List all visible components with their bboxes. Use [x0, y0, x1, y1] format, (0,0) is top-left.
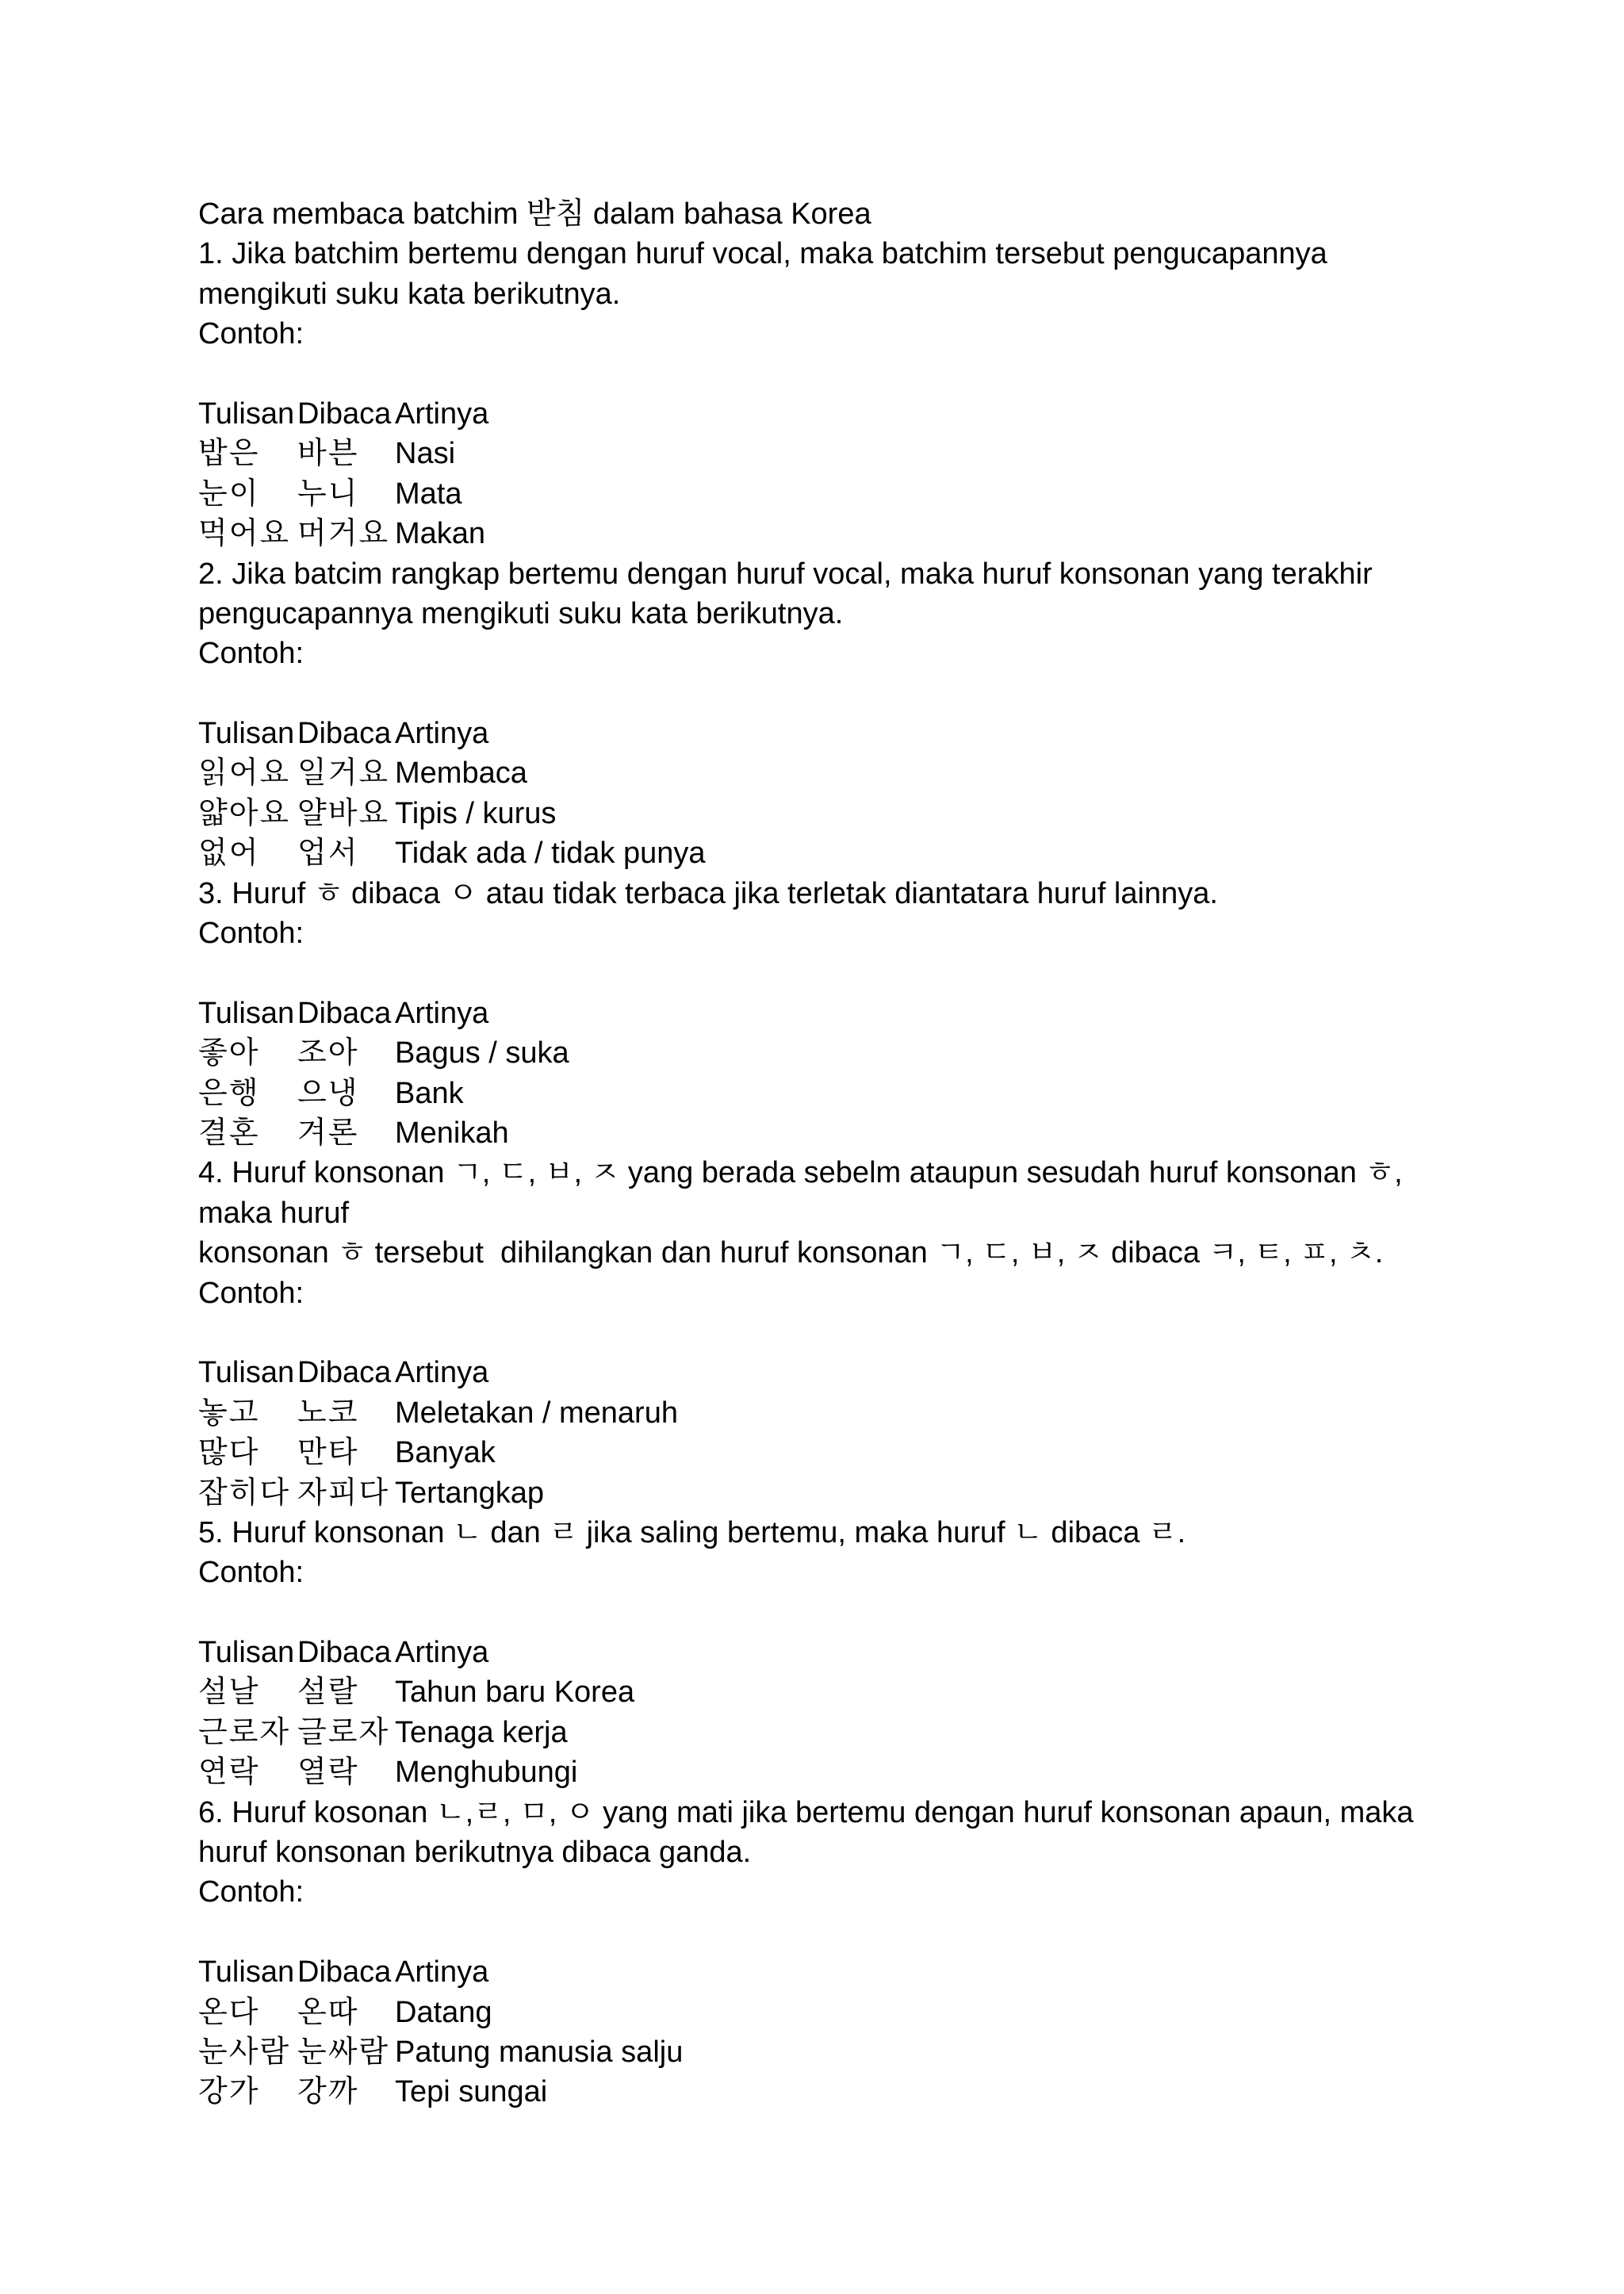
cell-tulisan: 강가: [198, 2075, 260, 2109]
cell-artinya: Patung manusia salju: [395, 2035, 684, 2069]
cell-tulisan: 밥은: [198, 437, 260, 471]
rule-text-line: 4. Huruf konsonan ㄱ, ㄷ, ㅂ, ㅈ yang berada sebelm ataupun sesudah huruf konsonan ㅎ,: [198, 1156, 1403, 1190]
example-table-row: [198, 1752, 1435, 1792]
header-tulisan: Tulisan: [198, 717, 295, 751]
cell-dibaca: 자피다: [297, 1476, 390, 1510]
cell-artinya: Menikah: [395, 1116, 509, 1150]
cell-tulisan: 없어: [198, 837, 260, 871]
cell-artinya: Tipis / kurus: [395, 796, 557, 830]
cell-artinya: Bank: [395, 1076, 464, 1110]
cell-artinya: Banyak: [395, 1436, 496, 1470]
header-tulisan: Tulisan: [198, 396, 295, 431]
cell-artinya: Datang: [395, 1995, 492, 2029]
rule-section: [198, 874, 1435, 1154]
example-table-row: [198, 1473, 1435, 1513]
header-artinya: Artinya: [395, 1955, 489, 1990]
example-label: Contoh:: [198, 1556, 304, 1590]
rule-text-line: konsonan ㅎ tersebut dihilangkan dan huruf konsonan ㄱ, ㄷ, ㅂ, ㅈ dibaca ㅋ, ㅌ, ㅍ, ㅊ.: [198, 1236, 1384, 1270]
cell-dibaca: 온따: [297, 1995, 359, 2029]
cell-tulisan: 온다: [198, 1995, 260, 2029]
example-table-row: [198, 1713, 1435, 1752]
spacer: [198, 1593, 1435, 1633]
cell-dibaca: 조아: [297, 1036, 359, 1070]
cell-dibaca: 업서: [297, 837, 359, 871]
example-label: Contoh:: [198, 1276, 304, 1310]
rule-text-line: maka huruf: [198, 1196, 350, 1230]
example-table-row: [198, 1074, 1435, 1113]
example-table-row: [198, 833, 1435, 873]
cell-artinya: Bagus / suka: [395, 1036, 569, 1070]
example-table-row: [198, 2032, 1435, 2072]
document-body: [198, 194, 1435, 2112]
cell-dibaca: 누니: [297, 477, 359, 511]
header-dibaca: Dibaca: [297, 1356, 392, 1390]
rule-section: [198, 1513, 1435, 1793]
example-table-row: [198, 1433, 1435, 1473]
header-dibaca: Dibaca: [297, 396, 392, 431]
spacer: [198, 354, 1435, 394]
cell-dibaca: 얄바요: [297, 796, 390, 830]
cell-tulisan: 먹어요: [198, 517, 291, 551]
rule-text-line: pengucapannya mengikuti suku kata berikutnya.: [198, 596, 844, 630]
cell-dibaca: 노코: [297, 1396, 359, 1430]
cell-dibaca: 겨론: [297, 1116, 359, 1150]
rule-section: [198, 1153, 1435, 1513]
cell-tulisan: 결혼: [198, 1116, 260, 1150]
example-table-row: [198, 1393, 1435, 1433]
cell-dibaca: 강까: [297, 2075, 359, 2109]
example-table-row: [198, 1113, 1435, 1153]
cell-tulisan: 설날: [198, 1676, 260, 1710]
cell-dibaca: 열락: [297, 1756, 359, 1790]
example-table-header: [198, 1353, 1435, 1392]
rule-text-line: 1. Jika batchim bertemu dengan huruf vocal, maka batchim tersebut pengucapannya: [198, 237, 1327, 271]
rule-text-line: 3. Huruf ㅎ dibaca ㅇ atau tidak terbaca jika terletak diantatara huruf lainnya.: [198, 876, 1218, 910]
rule-section: [198, 1793, 1435, 2112]
header-tulisan: Tulisan: [198, 996, 295, 1030]
example-table-row: [198, 1993, 1435, 2032]
example-label: Contoh:: [198, 1875, 304, 1909]
header-dibaca: Dibaca: [297, 1955, 392, 1990]
example-table-row: [198, 514, 1435, 553]
cell-artinya: Tenaga kerja: [395, 1715, 568, 1749]
header-dibaca: Dibaca: [297, 996, 392, 1030]
header-artinya: Artinya: [395, 717, 489, 751]
header-artinya: Artinya: [395, 1356, 489, 1390]
sections-container: [198, 234, 1435, 2112]
cell-artinya: Meletakan / menaruh: [395, 1396, 678, 1430]
cell-dibaca: 머거요: [297, 517, 390, 551]
cell-dibaca: 글로자: [297, 1715, 390, 1749]
cell-artinya: Makan: [395, 517, 486, 551]
rule-text-line: 2. Jika batcim rangkap bertemu dengan huruf vocal, maka huruf konsonan yang terakhir: [198, 557, 1373, 591]
header-tulisan: Tulisan: [198, 1955, 295, 1990]
example-table-header: [198, 714, 1435, 753]
cell-artinya: Tahun baru Korea: [395, 1676, 635, 1710]
example-table-row: [198, 1672, 1435, 1712]
rule-section: [198, 234, 1435, 553]
spacer: [198, 674, 1435, 714]
cell-artinya: Tertangkap: [395, 1476, 545, 1510]
cell-artinya: Membaca: [395, 756, 527, 791]
cell-dibaca: 바븐: [297, 437, 359, 471]
example-table-header: [198, 1952, 1435, 1992]
header-dibaca: Dibaca: [297, 717, 392, 751]
example-table-row: [198, 2072, 1435, 2112]
rule-text-line: huruf konsonan berikutnya dibaca ganda.: [198, 1836, 752, 1870]
header-dibaca: Dibaca: [297, 1636, 392, 1670]
cell-tulisan: 많다: [198, 1436, 260, 1470]
cell-tulisan: 읽어요: [198, 756, 291, 791]
cell-tulisan: 놓고: [198, 1396, 260, 1430]
example-table-row: [198, 1033, 1435, 1073]
cell-artinya: Nasi: [395, 437, 456, 471]
example-table-header: [198, 994, 1435, 1033]
rule-section: [198, 554, 1435, 874]
cell-tulisan: 좋아: [198, 1036, 260, 1070]
example-table-header: [198, 1633, 1435, 1672]
cell-artinya: Menghubungi: [395, 1756, 578, 1790]
cell-artinya: Tidak ada / tidak punya: [395, 837, 706, 871]
example-table-header: [198, 394, 1435, 434]
cell-tulisan: 근로자: [198, 1715, 291, 1749]
cell-tulisan: 눈사람: [198, 2035, 291, 2069]
cell-artinya: Mata: [395, 477, 462, 511]
cell-dibaca: 으냉: [297, 1076, 359, 1110]
cell-dibaca: 일거요: [297, 756, 390, 791]
cell-tulisan: 눈이: [198, 477, 260, 511]
example-label: Contoh:: [198, 917, 304, 951]
header-tulisan: Tulisan: [198, 1636, 295, 1670]
cell-tulisan: 얇아요: [198, 796, 291, 830]
cell-dibaca: 설랄: [297, 1676, 359, 1710]
rule-text-line: mengikuti suku kata berikutnya.: [198, 277, 621, 311]
header-artinya: Artinya: [395, 1636, 489, 1670]
document-title: Cara membaca batchim 받침 dalam bahasa Korea: [198, 197, 871, 231]
example-table-row: [198, 794, 1435, 833]
spacer: [198, 1913, 1435, 1952]
example-table-row: [198, 474, 1435, 514]
cell-dibaca: 눈싸람: [297, 2035, 390, 2069]
cell-tulisan: 은행: [198, 1076, 260, 1110]
header-artinya: Artinya: [395, 396, 489, 431]
rule-text-line: 5. Huruf konsonan ㄴ dan ㄹ jika saling bertemu, maka huruf ㄴ dibaca ㄹ.: [198, 1515, 1186, 1549]
example-table-row: [198, 434, 1435, 473]
cell-dibaca: 만타: [297, 1436, 359, 1470]
header-artinya: Artinya: [395, 996, 489, 1030]
header-tulisan: Tulisan: [198, 1356, 295, 1390]
example-label: Contoh:: [198, 637, 304, 671]
cell-tulisan: 연락: [198, 1756, 260, 1790]
rule-text-line: 6. Huruf kosonan ㄴ,ㄹ, ㅁ, ㅇ yang mati jika bertemu dengan huruf konsonan apaun, maka: [198, 1795, 1414, 1829]
cell-tulisan: 잡히다: [198, 1476, 291, 1510]
example-table-row: [198, 753, 1435, 793]
spacer: [198, 953, 1435, 993]
example-label: Contoh:: [198, 317, 304, 351]
spacer: [198, 1313, 1435, 1353]
cell-artinya: Tepi sungai: [395, 2075, 548, 2109]
